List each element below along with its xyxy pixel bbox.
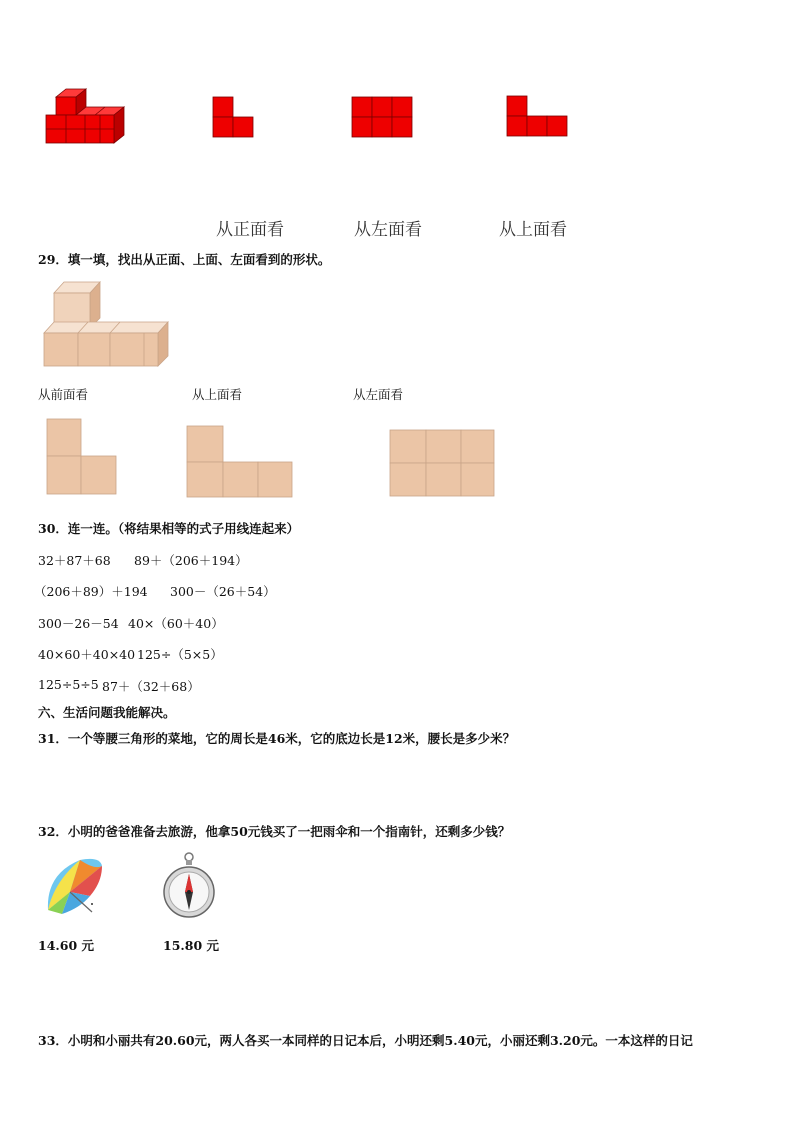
compass-price: 15.80 元 — [163, 938, 219, 953]
caption-top-view: 从上面看 — [499, 220, 567, 240]
label-top: 从上面看 — [192, 387, 243, 402]
expr-right-4: 125÷（5×5） — [137, 647, 223, 662]
question-30: 30．连一连。（将结果相等的式子用线连起来） — [38, 521, 300, 536]
expr-left-3: 300－26－54 — [38, 616, 119, 631]
expr-right-1: 89＋（206＋194） — [134, 553, 248, 568]
red-left-view — [351, 96, 415, 140]
umbrella-icon — [40, 852, 110, 922]
label-left: 从左面看 — [353, 387, 404, 402]
tan-cube-3d-figure — [40, 278, 175, 373]
caption-front-view: 从正面看 — [216, 220, 284, 240]
expr-right-3: 40×（60＋40） — [128, 616, 224, 631]
expr-left-4: 40×60＋40×40 — [38, 647, 136, 662]
umbrella-price: 14.60 元 — [38, 938, 94, 953]
tan-top-view — [186, 425, 296, 500]
question-31: 31．一个等腰三角形的菜地，它的周长是46米，它的底边长是12米，腰长是多少米？ — [38, 731, 516, 746]
tan-left-view — [389, 429, 499, 499]
expr-left-1: 32＋87＋68 — [38, 553, 111, 568]
question-29: 29．填一填，找出从正面、上面、左面看到的形状。 — [38, 252, 331, 267]
question-32: 32．小明的爸爸准备去旅游，他拿50元钱买了一把雨伞和一个指南针，还剩多少钱？ — [38, 824, 511, 839]
tan-front-view — [46, 418, 121, 498]
expr-right-5: 87＋（32＋68） — [102, 679, 200, 694]
question-33: 33．小明和小丽共有20.60元，两人各买一本同样的日记本后，小明还剩5.40元，小丽还剩3.20元。一本这样的日记 — [38, 1033, 693, 1048]
red-top-view — [506, 95, 570, 139]
expr-left-2: （206＋89）＋194 — [34, 584, 148, 599]
compass-icon — [162, 850, 218, 922]
expr-right-2: 300－（26＋54） — [170, 584, 276, 599]
label-front: 从前面看 — [38, 387, 89, 402]
red-front-view — [212, 96, 256, 140]
section-6-title: 六、生活问题我能解决。 — [38, 705, 176, 720]
red-cube-3d-figure — [40, 80, 130, 150]
caption-left-view: 从左面看 — [354, 220, 422, 240]
expr-left-5: 125÷5÷5 — [38, 677, 99, 692]
